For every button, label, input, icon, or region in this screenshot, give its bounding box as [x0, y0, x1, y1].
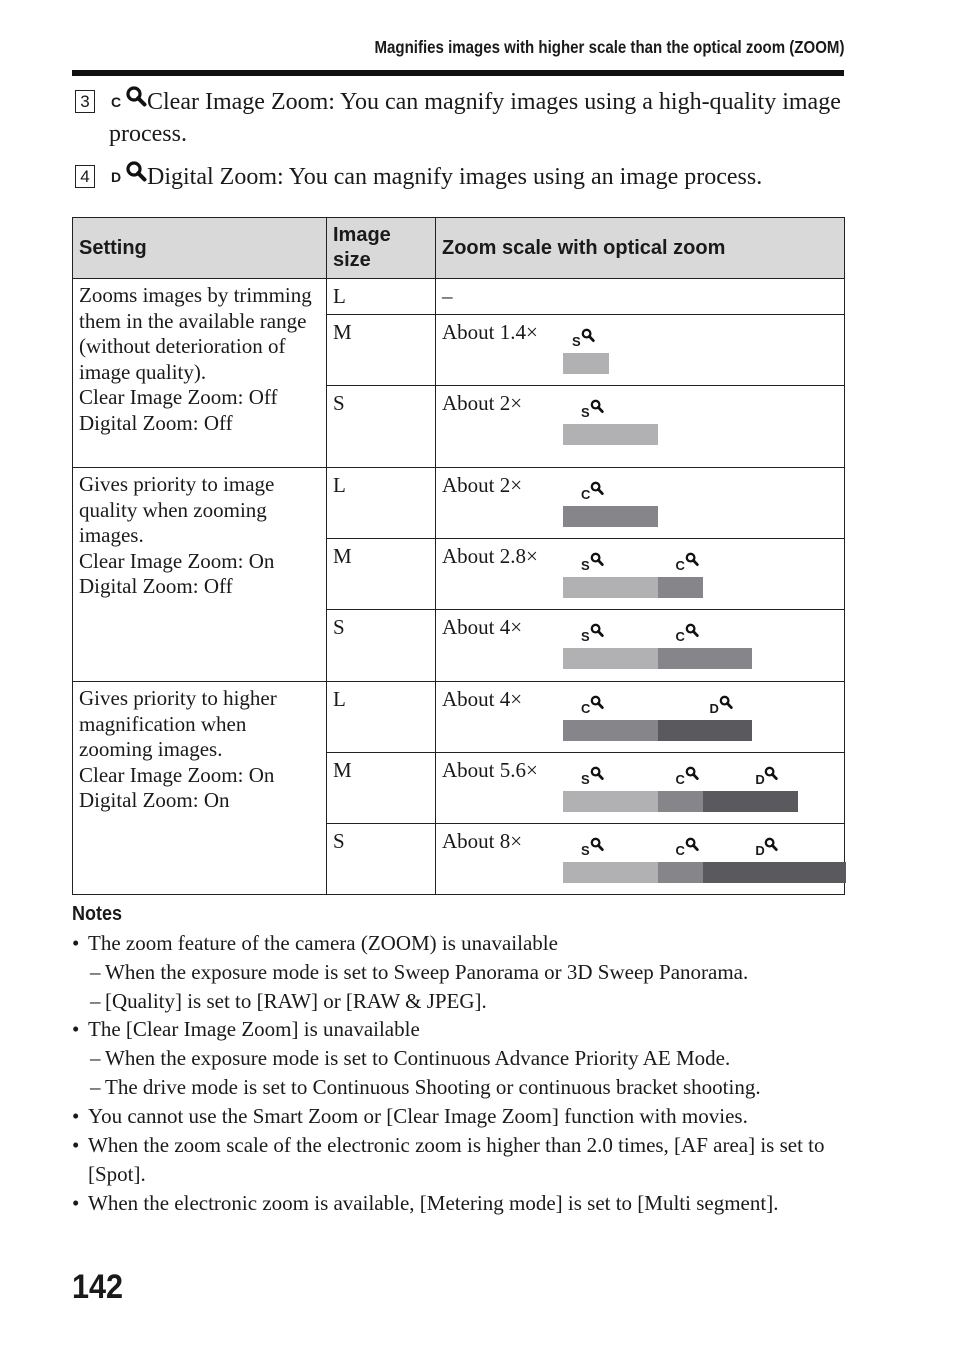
- step-3-text: Clear Image Zoom: You can magnify images using a high-quality image process.: [109, 89, 841, 147]
- list-item: • When the electronic zoom is available, [Metering mode] is set to [Multi segment].: [72, 1191, 779, 1215]
- image-size-cell: S: [327, 610, 436, 682]
- clear-zoom-icon: C: [581, 702, 590, 715]
- image-size-cell: S: [327, 824, 436, 895]
- list-item: • The [Clear Image Zoom] is unavailable: [72, 1017, 420, 1041]
- step-number: 3: [75, 90, 95, 113]
- image-size-cell: L: [327, 279, 436, 315]
- list-item: • The zoom feature of the camera (ZOOM) is unavailable: [72, 931, 558, 955]
- zoom-scale-cell: About 4× S C: [436, 610, 845, 682]
- list-item: • You cannot use the Smart Zoom or [Clear Image Zoom] function with movies.: [72, 1104, 748, 1128]
- smart-zoom-icon: S: [581, 559, 590, 572]
- clear-zoom-bar-segment: [563, 506, 658, 527]
- digital-zoom-bar-segment: [658, 720, 753, 741]
- digital-zoom-icon: D: [710, 702, 719, 715]
- clear-zoom-bar-segment: [658, 648, 753, 669]
- notes-title: Notes: [72, 903, 123, 925]
- column-header-image-size: Image size: [327, 218, 436, 279]
- clear-zoom-icon: C: [676, 844, 685, 857]
- page-number: 142: [72, 1268, 124, 1306]
- smart-zoom-icon: S: [581, 773, 590, 786]
- zoom-scale-cell: –: [436, 279, 845, 315]
- clear-zoom-icon: C: [581, 488, 590, 501]
- clear-zoom-icon: C: [676, 773, 685, 786]
- column-header-setting: Setting: [73, 218, 327, 279]
- smart-zoom-icon: S: [581, 630, 590, 643]
- image-size-cell: S: [327, 386, 436, 468]
- list-item: – [Quality] is set to [RAW] or [RAW & JPEG].: [90, 989, 487, 1013]
- table-header-row: [73, 218, 845, 279]
- clear-zoom-icon: C: [109, 85, 147, 111]
- table-row: [73, 682, 845, 753]
- digital-zoom-icon: D: [109, 160, 147, 186]
- image-size-cell: L: [327, 682, 436, 753]
- image-size-cell: M: [327, 539, 436, 610]
- smart-zoom-icon: S: [572, 335, 581, 348]
- list-item: – When the exposure mode is set to Continuous Advance Priority AE Mode.: [90, 1046, 731, 1070]
- zoom-scale-cell: About 1.4× S: [436, 315, 845, 386]
- step-4-text: Digital Zoom: You can magnify images using an image process.: [147, 164, 763, 190]
- zoom-scale-cell: About 2.8× S C: [436, 539, 845, 610]
- clear-zoom-icon: C: [676, 559, 685, 572]
- clear-zoom-bar-segment: [658, 791, 704, 812]
- table-row: [73, 468, 845, 539]
- setting-description: Gives priority to image quality when zooming images. Clear Image Zoom: On Digital Zoom: Off: [73, 468, 327, 682]
- digital-zoom-bar-segment: [703, 791, 798, 812]
- digital-zoom-bar-segment: [703, 862, 846, 883]
- image-size-cell: L: [327, 468, 436, 539]
- zoom-scale-cell: About 4× C D: [436, 682, 845, 753]
- digital-zoom-icon: D: [755, 773, 764, 786]
- digital-zoom-icon: D: [755, 844, 764, 857]
- zoom-scale-cell: About 8× S C D: [436, 824, 845, 895]
- smart-zoom-icon: S: [581, 844, 590, 857]
- smart-zoom-icon: S: [581, 406, 590, 419]
- smart-zoom-bar-segment: [563, 577, 658, 598]
- zoom-scale-cell: About 5.6× S C D: [436, 753, 845, 824]
- smart-zoom-bar-segment: [563, 648, 658, 669]
- list-item: • When the zoom scale of the electronic zoom is higher than 2.0 times, [AF area] is set to [Spot].: [72, 1133, 825, 1186]
- zoom-scale-cell: About 2× S: [436, 386, 845, 468]
- clear-zoom-icon: C: [676, 630, 685, 643]
- clear-zoom-bar-segment: [658, 862, 704, 883]
- image-size-cell: M: [327, 315, 436, 386]
- step-number: 4: [75, 165, 95, 188]
- step-3: [72, 85, 844, 150]
- list-item: – When the exposure mode is set to Sweep Panorama or 3D Sweep Panorama.: [90, 960, 749, 984]
- smart-zoom-bar-segment: [563, 791, 658, 812]
- step-4: [72, 160, 844, 193]
- setting-description: Zooms images by trimming them in the available range (without deterioration of image quality). Clear Image Zoom: Off Digital Zoom: Off: [73, 279, 327, 468]
- smart-zoom-bar-segment: [563, 862, 658, 883]
- smart-zoom-bar-segment: [563, 424, 658, 445]
- header-rule: [72, 70, 844, 76]
- table-row: [73, 279, 845, 315]
- setting-description: Gives priority to higher magnification when zooming images. Clear Image Zoom: On Digital Zoom: On: [73, 682, 327, 895]
- list-item: – The drive mode is set to Continuous Shooting or continuous bracket shooting.: [90, 1075, 761, 1099]
- zoom-scale-cell: About 2× C: [436, 468, 845, 539]
- column-header-zoom-scale: Zoom scale with optical zoom: [436, 218, 845, 279]
- page-header-title: Magnifies images with higher scale than the optical zoom (ZOOM): [374, 37, 844, 57]
- image-size-cell: M: [327, 753, 436, 824]
- zoom-table: [72, 217, 845, 895]
- clear-zoom-bar-segment: [658, 577, 704, 598]
- clear-zoom-bar-segment: [563, 720, 658, 741]
- smart-zoom-bar-segment: [563, 353, 609, 374]
